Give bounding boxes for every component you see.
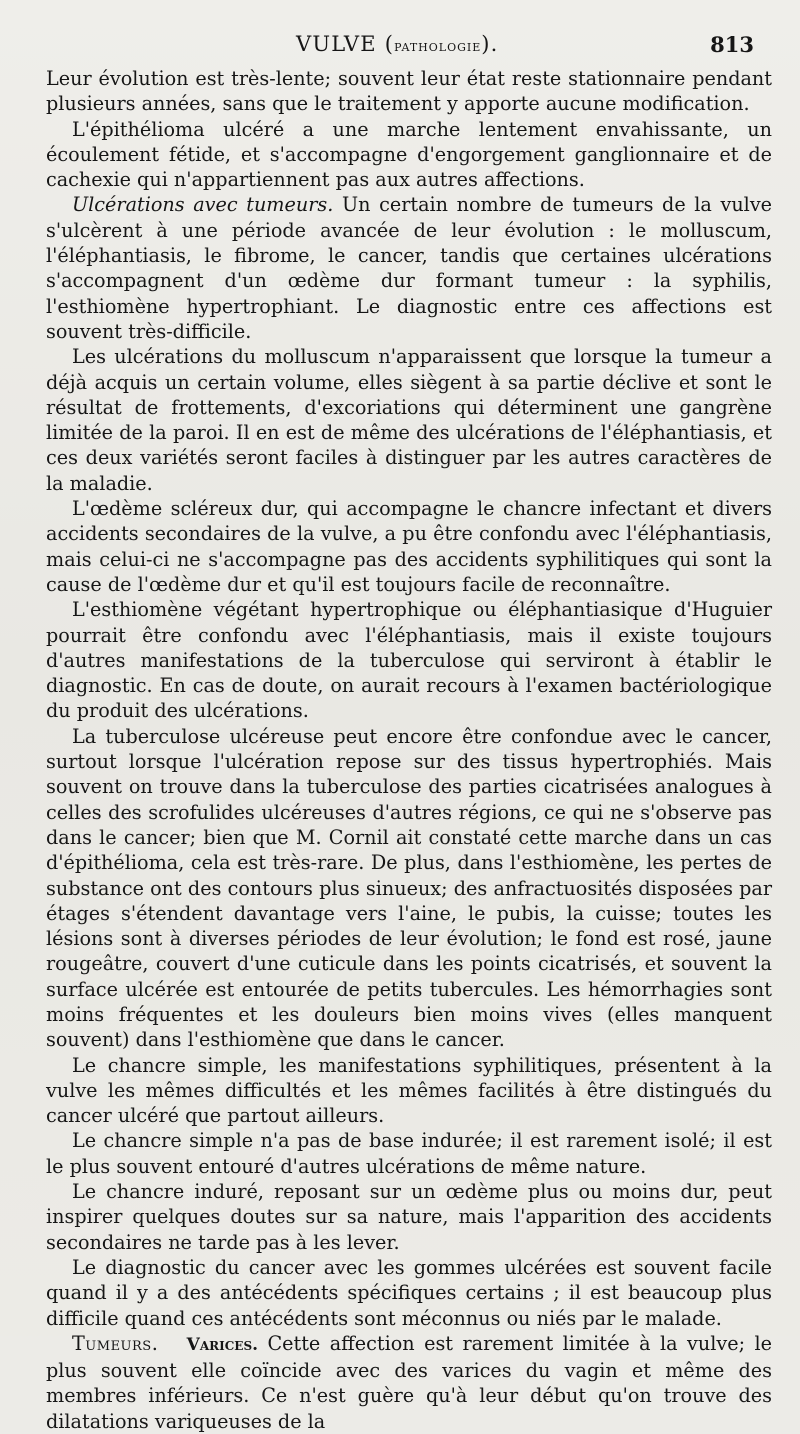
paragraph-text: Un certain nombre de tumeurs de la vulve s'ulcèrent à une période avancée de leur évolution : le molluscum, l'éléphantiasis, le fibrome, le cancer, tandis que certaines ulcérations s'accompagnent d'un œdème dur formant tumeur : la syphilis, l'esthiomène hypertrophiant. Le diagnostic entre ces affections est souvent très-difficile. [46, 193, 773, 343]
running-title-paren-open: ( [376, 32, 395, 56]
paragraph-5 [46, 496, 772, 597]
paragraph-text: L'esthiomène végétant hypertrophique ou éléphantiasique d'Huguier pourrait être confondu avec l'éléphantiasis, mais il existe toujours d'autres manifestations de la tuberculose qui serviront à établir le diagnostic. En cas de doute, on aurait recours à l'examen bactériologique du produit des ulcérations. [46, 598, 772, 723]
running-head [46, 26, 772, 66]
paragraph-6 [46, 597, 772, 723]
paragraph-text: Le chancre induré, reposant sur un œdème plus ou moins dur, peut inspirer quelques doutes sur sa nature, mais l'apparition des accidents secondaires ne tarde pas à les lever. [46, 1180, 772, 1254]
paragraph-text: Les ulcérations du molluscum n'apparaissent que lorsque la tumeur a déjà acquis un certain volume, elles siègent à sa partie déclive et sont le résultat de frottements, d'excoriations qui déterminent une gangrène limitée de la paroi. Il en est de même des ulcérations de l'éléphantiasis, et ces deux variétés seront faciles à distinguer par les autres caractères de la maladie. [46, 345, 772, 495]
paragraph-2 [46, 117, 772, 193]
paragraph-text: Le chancre simple, les manifestations syphilitiques, présentent à la vulve les mêmes difficultés et les mêmes facilités à être distingués du cancer ulcéré que partout ailleurs. [46, 1053, 772, 1128]
paragraph-text: La tuberculose ulcéreuse peut encore être confondue avec le cancer, surtout lorsque l'ulcération repose sur des tissus hypertrophiés. Mais souvent on trouve dans la tuberculose des parties cicatrisées analogues à celles des scrofulides ulcéreuses d'autres régions, ce qui ne s'observe pas dans le cancer; bien que M. Cornil ait constaté cette marche dans un cas d'épithélioma, cela est très-rare. De plus, dans l'esthiomène, les pertes de substance ont des contours plus sinueux; des anfractuosités disposées par étages s'étendent davantage vers l'aine, le pubis, la cuisse; toutes les lésions sont à diverses périodes de leur évolution; le fond est rosé, jaune rougeâtre, couvert d'une cuticule dans les points cicatrisés, et souvent la surface ulcérée est entourée de petits tubercules. Les hémorrhagies sont moins fréquentes et les douleurs bien moins vives (elles manquent souvent) dans l'esthiomène que dans le cancer. [46, 724, 772, 1052]
paragraph-text: Le chancre simple n'a pas de base indurée; il est rarement isolé; il est le plus souvent entouré d'autres ulcérations de même nature. [46, 1129, 772, 1178]
section-heading-tumeurs: Tumeurs. [72, 1331, 159, 1355]
section-heading-ulcerations: Ulcérations avec tumeurs. [72, 193, 334, 217]
page-number: 813 [710, 32, 754, 57]
paragraph-8 [46, 1053, 772, 1129]
paragraph-7 [46, 724, 772, 1053]
paragraph-12 [46, 1331, 772, 1434]
running-title-main: VULVE [296, 32, 377, 56]
paragraph-text: Cette affection est rarement limitée à la vulve; le plus souvent elle coïncide avec des varices du vagin et même des membres inférieurs. Ce n'est guère qu'à leur début qu'on trouve des dilatations variqueuses de la [46, 1331, 772, 1433]
paragraph-3 [46, 192, 772, 344]
paragraph-text: L'épithélioma ulcéré a une marche lentement envahissante, un écoulement fétide, et s'accompagne d'engorgement ganglionnaire et de cachexie qui n'appartiennent pas aux autres affections. [46, 117, 772, 192]
paragraph-1 [46, 66, 772, 117]
running-title [296, 32, 499, 56]
body-text [46, 66, 772, 1434]
paragraph-4 [46, 344, 772, 496]
paragraph-11 [46, 1255, 772, 1331]
paragraph-10 [46, 1179, 772, 1255]
paragraph-text: L'œdème scléreux dur, qui accompagne le chancre infectant et divers accidents secondaires de la vulve, a pu être confondu avec l'éléphantiasis, mais celui-ci ne s'accompagne pas des accidents syphilitiques qui sont la cause de l'œdème dur et qu'il est toujours facile de reconnaître. [46, 497, 772, 596]
paragraph-text: Leur évolution est très-lente; souvent leur état reste stationnaire pendant plusieurs années, sans que le traitement y apporte aucune modification. [46, 67, 772, 116]
paragraph-text: Le diagnostic du cancer avec les gommes ulcérées est souvent facile quand il y a des antécédents spécifiques certains ; il est beaucoup plus difficile quand ces antécédents sont méconnus ou niés par le malade. [46, 1255, 772, 1330]
paragraph-9 [46, 1128, 772, 1179]
running-title-paren-close: ). [481, 32, 499, 56]
running-title-sub: pathologie [394, 37, 482, 55]
subsection-heading-varices: Varices. [186, 1334, 259, 1355]
